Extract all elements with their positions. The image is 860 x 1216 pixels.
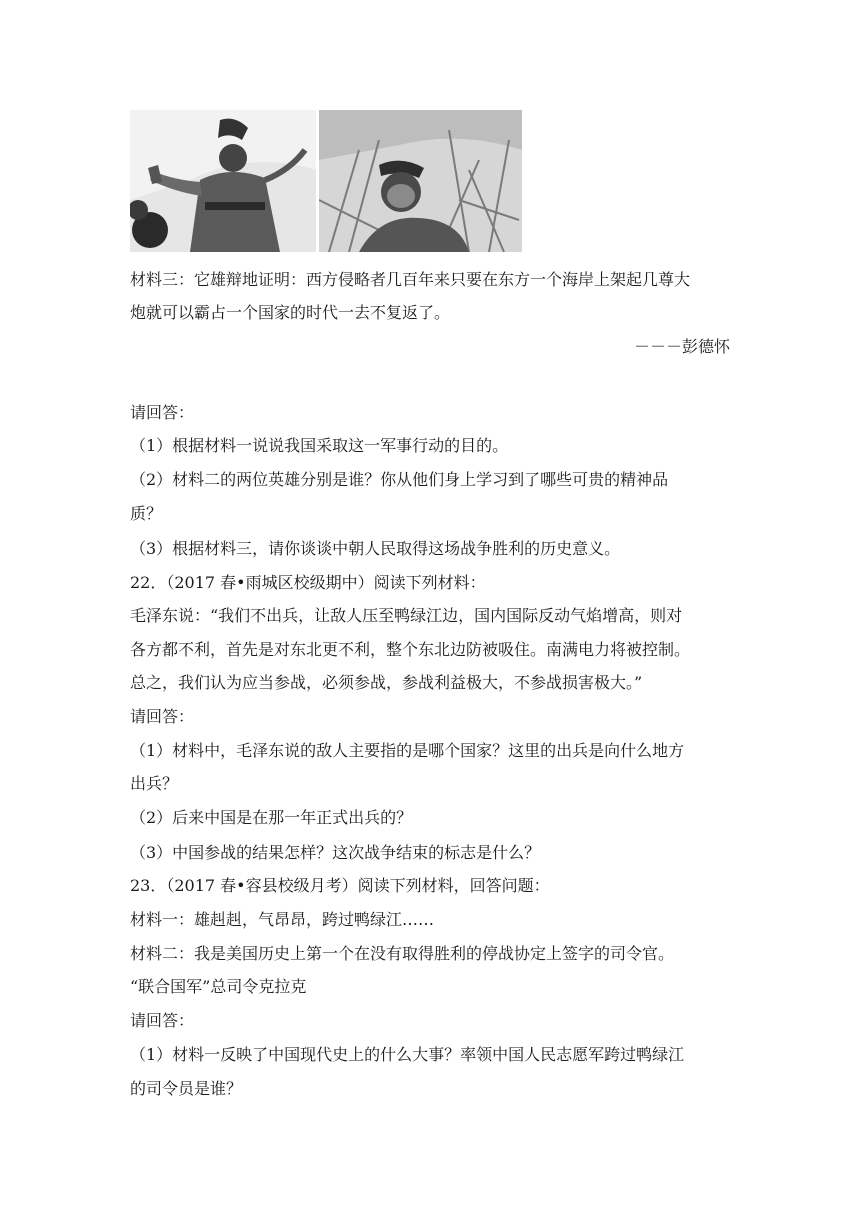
question-prompt: 请回答： — [130, 707, 195, 726]
text-line: 炮就可以霸占一个国家的时代一去不复返了。 — [130, 303, 451, 322]
soldier-illustration-left — [130, 110, 316, 252]
attribution: －－－彭德怀 — [633, 337, 730, 356]
text-line: “联合国军”总司令克拉克 — [130, 977, 307, 996]
text-line: 材料二：我是美国历史上第一个在没有取得胜利的停战协定上签字的司令官。 — [130, 944, 675, 963]
text-line: 各方都不利，首先是对东北更不利，整个东北边防被吸住。南满电力将被控制。 — [130, 640, 691, 659]
question-item: （3）中国参战的结果怎样？这次战争结束的标志是什么？ — [130, 843, 541, 862]
soldier-illustration-right — [319, 110, 522, 252]
text-line: 的司令员是谁？ — [130, 1079, 243, 1098]
text-line: 总之，我们认为应当参战，必须参战，参战利益极大，不参战损害极大。” — [130, 673, 643, 692]
problem-heading: 23．（2017 春•容县校级月考）阅读下列材料，回答问题： — [130, 876, 550, 895]
question-item: （2）材料二的两位英雄分别是谁？你从他们身上学习到了哪些可贵的精神品 — [130, 470, 669, 489]
text-line: 毛泽东说：“我们不出兵，让敌人压至鸭绿江边，国内国际反动气焰增高，则对 — [130, 606, 683, 625]
illustration-pair — [130, 110, 522, 252]
text-line: 材料一：雄赳赳，气昂昂，跨过鸭绿江…… — [130, 910, 435, 929]
question-prompt: 请回答： — [130, 403, 195, 422]
question-item: （3）根据材料三，请你谈谈中朝人民取得这场战争胜利的历史意义。 — [130, 539, 621, 558]
question-item: （1）根据材料一说说我国采取这一军事行动的目的。 — [130, 436, 509, 455]
question-item: （1）材料中，毛泽东说的敌人主要指的是哪个国家？这里的出兵是向什么地方 — [130, 741, 685, 760]
question-prompt: 请回答： — [130, 1011, 195, 1030]
text-line: 材料三：它雄辩地证明：西方侵略者几百年来只要在东方一个海岸上架起几尊大 — [130, 270, 691, 289]
problem-heading: 22．（2017 春•雨城区校级期中）阅读下列材料： — [130, 573, 486, 592]
text-line: 出兵？ — [130, 774, 179, 793]
question-item: （2）后来中国是在那一年正式出兵的？ — [130, 808, 413, 827]
text-line: 质？ — [130, 504, 163, 523]
question-item: （1）材料一反映了中国现代史上的什么大事？率领中国人民志愿军跨过鸭绿江 — [130, 1045, 685, 1064]
